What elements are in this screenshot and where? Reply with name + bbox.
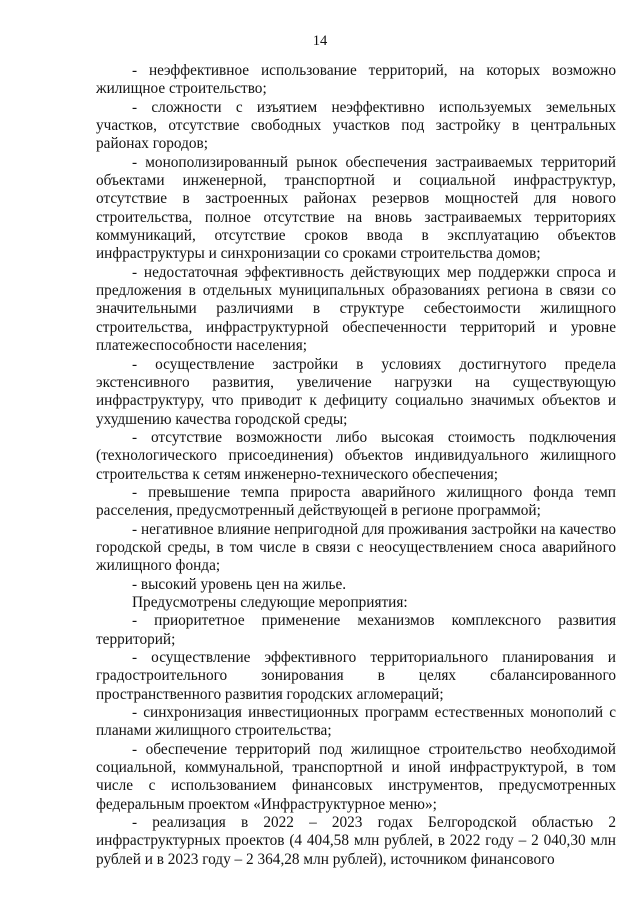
paragraph-land-seizure-difficulties: - сложности с изъятием неэффективно используемых земельных участков, отсутствие свободных участков под застройку в центральных районах городов; [96,98,616,153]
paragraph-emergency-housing-rate: - превышение темпа прироста аварийного жилищного фонда темп расселения, предусмотренный действующей в регионе программой; [96,483,616,520]
paragraph-extensive-development: - осуществление застройки в условиях достигнутого предела экстенсивного развития, увеличение нагрузки на существующую инфраструктуру, что приводит к дефициту социально значимых объектов и ухудшению качества городской среды; [96,355,616,428]
paragraph-infrastructure-provision: - обеспечение территорий под жилищное строительство необходимой социальной, коммунальной, транспортной и иной инфраструктурой, в том числе с использованием финансовых инструментов, предусмотренных федеральным проектом «Инфраструктурное меню»; [96,740,616,813]
paragraph-support-measures: - недостаточная эффективность действующих мер поддержки спроса и предложения в отдельных муниципальных образованиях региона в связи со значительными различиями в структуре себестоимости жилищного строительства, инфраструктурной обеспеченности территорий и уровне платежеспособности населения; [96,263,616,355]
paragraph-monopolized-market: - монополизированный рынок обеспечения застраиваемых территорий объектами инженерной, транспортной и социальной инфраструктур, отсутствие в застроенных районах резервов мощностей для нового строительства, полное отсутствие на вновь застраиваемых территориях коммуникаций, отсутствие сроков ввода в эксплуатацию объектов инфраструктуры и синхронизации со сроками строительства домов; [96,153,616,263]
paragraph-high-prices: - высокий уровень цен на жилье. [132,575,347,593]
paragraph-connection-cost: - отсутствие возможности либо высокая стоимость подключения (технологического присоединения) объектов индивидуального жилищного строительства к сетям инженерно-технического обеспечения; [96,428,616,483]
paragraph-integrated-development: - приоритетное применение механизмов комплексного развития территорий; [96,612,616,648]
body-text [96,62,616,869]
paragraph-infrastructure-projects: - реализация в 2022 – 2023 годах Белгородской областью 2 инфраструктурных проектов (4 404,58 млн рублей, в 2022 году – 2 040,30 млн рублей и в 2023 году – 2 364,28 млн рублей), источником финансового [96,814,616,868]
paragraph-measures-intro: Предусмотрены следующие мероприятия: [132,593,408,611]
paragraph-territorial-planning: - осуществление эффективного территориального планирования и градостроительного зонирования в целях сбалансированного пространственного развития городских агломераций; [96,649,616,703]
paragraph-monopoly-sync: - синхронизация инвестиционных программ естественных монополий с планами жилищного строительства; [96,704,616,740]
page-number: 14 [312,33,328,49]
paragraph-inefficient-land-use: - неэффективное использование территорий, на которых возможно жилищное строительство; [96,62,616,98]
paragraph-unfit-housing-impact: - негативное влияние непригодной для проживания застройки на качество городской среды, в том числе в связи с неосуществлением сноса аварийного жилищного фонда; [96,520,616,575]
